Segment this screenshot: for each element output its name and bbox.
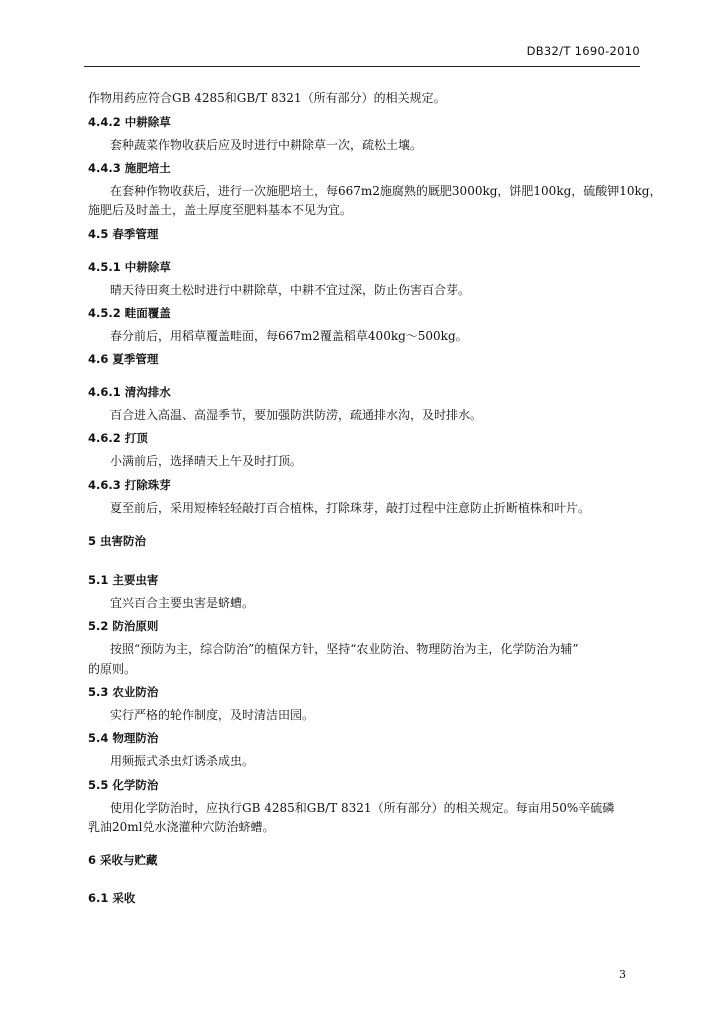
paragraph-line: 小满前后，选择晴天上午及时打顶。	[110, 454, 303, 468]
section-heading-4-4-2: 4.4.2 中耕除草	[88, 115, 171, 129]
paragraph-line: 使用化学防治时，应执行GB 4285和GB/T 8321（所有部分）的相关规定。每亩用50%辛硫磷	[110, 801, 615, 815]
section-heading-4-5-1: 4.5.1 中耕除草	[88, 260, 171, 274]
section-heading-5-3: 5.3 农业防治	[88, 685, 159, 699]
page-number: 3	[619, 968, 626, 981]
paragraph-line: 乳油20ml兑水浇灌种穴防治蛴螬。	[88, 820, 275, 834]
section-heading-4-6-2: 4.6.2 打顶	[88, 431, 148, 445]
section-heading-4-5-2: 4.5.2 畦面覆盖	[88, 306, 171, 320]
section-heading-5-1: 5.1 主要虫害	[88, 573, 159, 587]
paragraph-line: 实行严格的轮作制度，及时清洁田园。	[110, 708, 315, 722]
paragraph-line: 作物用药应符合GB 4285和GB/T 8321（所有部分）的相关规定。	[88, 91, 446, 105]
standard-code: DB32/T 1690-2010	[526, 44, 640, 58]
section-heading-4-6-1: 4.6.1 清沟排水	[88, 385, 171, 399]
paragraph-line: 夏至前后，采用短棒轻轻敲打百合植株，打除珠芽，敲打过程中注意防止折断植株和叶片。	[110, 501, 591, 515]
section-heading-6-1: 6.1 采收	[88, 891, 136, 905]
paragraph-line: 在套种作物收获后，进行一次施肥培土，每667m2施腐熟的厩肥3000kg，饼肥100kg，硫酸钾10kg，	[110, 184, 662, 198]
paragraph-line: 晴天待田爽土松时进行中耕除草，中耕不宜过深，防止伤害百合芽。	[110, 283, 471, 297]
section-heading-4-5: 4.5 春季管理	[88, 227, 159, 241]
paragraph-line: 套种蔬菜作物收获后应及时进行中耕除草一次，疏松土壤。	[110, 138, 423, 152]
section-heading-4-6-3: 4.6.3 打除珠芽	[88, 478, 171, 492]
section-heading-5: 5 虫害防治	[88, 534, 147, 548]
paragraph-line: 春分前后，用稻草覆盖畦面，每667m2覆盖稻草400kg～500kg。	[110, 329, 468, 343]
paragraph-line: 宜兴百合主要虫害是蛴螬。	[110, 596, 255, 610]
section-heading-5-2: 5.2 防治原则	[88, 619, 159, 633]
section-heading-6: 6 采收与贮藏	[88, 853, 158, 867]
paragraph-line: 施肥后及时盖土，盖土厚度至肥料基本不见为宜。	[88, 203, 353, 217]
header-divider	[84, 66, 640, 67]
section-heading-5-5: 5.5 化学防治	[88, 778, 159, 792]
paragraph-line: 百合进入高温、高湿季节，要加强防洪防涝，疏通排水沟，及时排水。	[110, 408, 483, 422]
paragraph-line: 用频振式杀虫灯诱杀成虫。	[110, 754, 255, 768]
section-heading-5-4: 5.4 物理防治	[88, 731, 159, 745]
section-heading-4-4-3: 4.4.3 施肥培土	[88, 161, 171, 175]
paragraph-line: 按照“预防为主，综合防治”的植保方针，坚持“农业防治、物理防治为主，化学防治为辅”	[110, 642, 579, 656]
paragraph-line: 的原则。	[88, 662, 137, 676]
section-heading-4-6: 4.6 夏季管理	[88, 352, 159, 366]
